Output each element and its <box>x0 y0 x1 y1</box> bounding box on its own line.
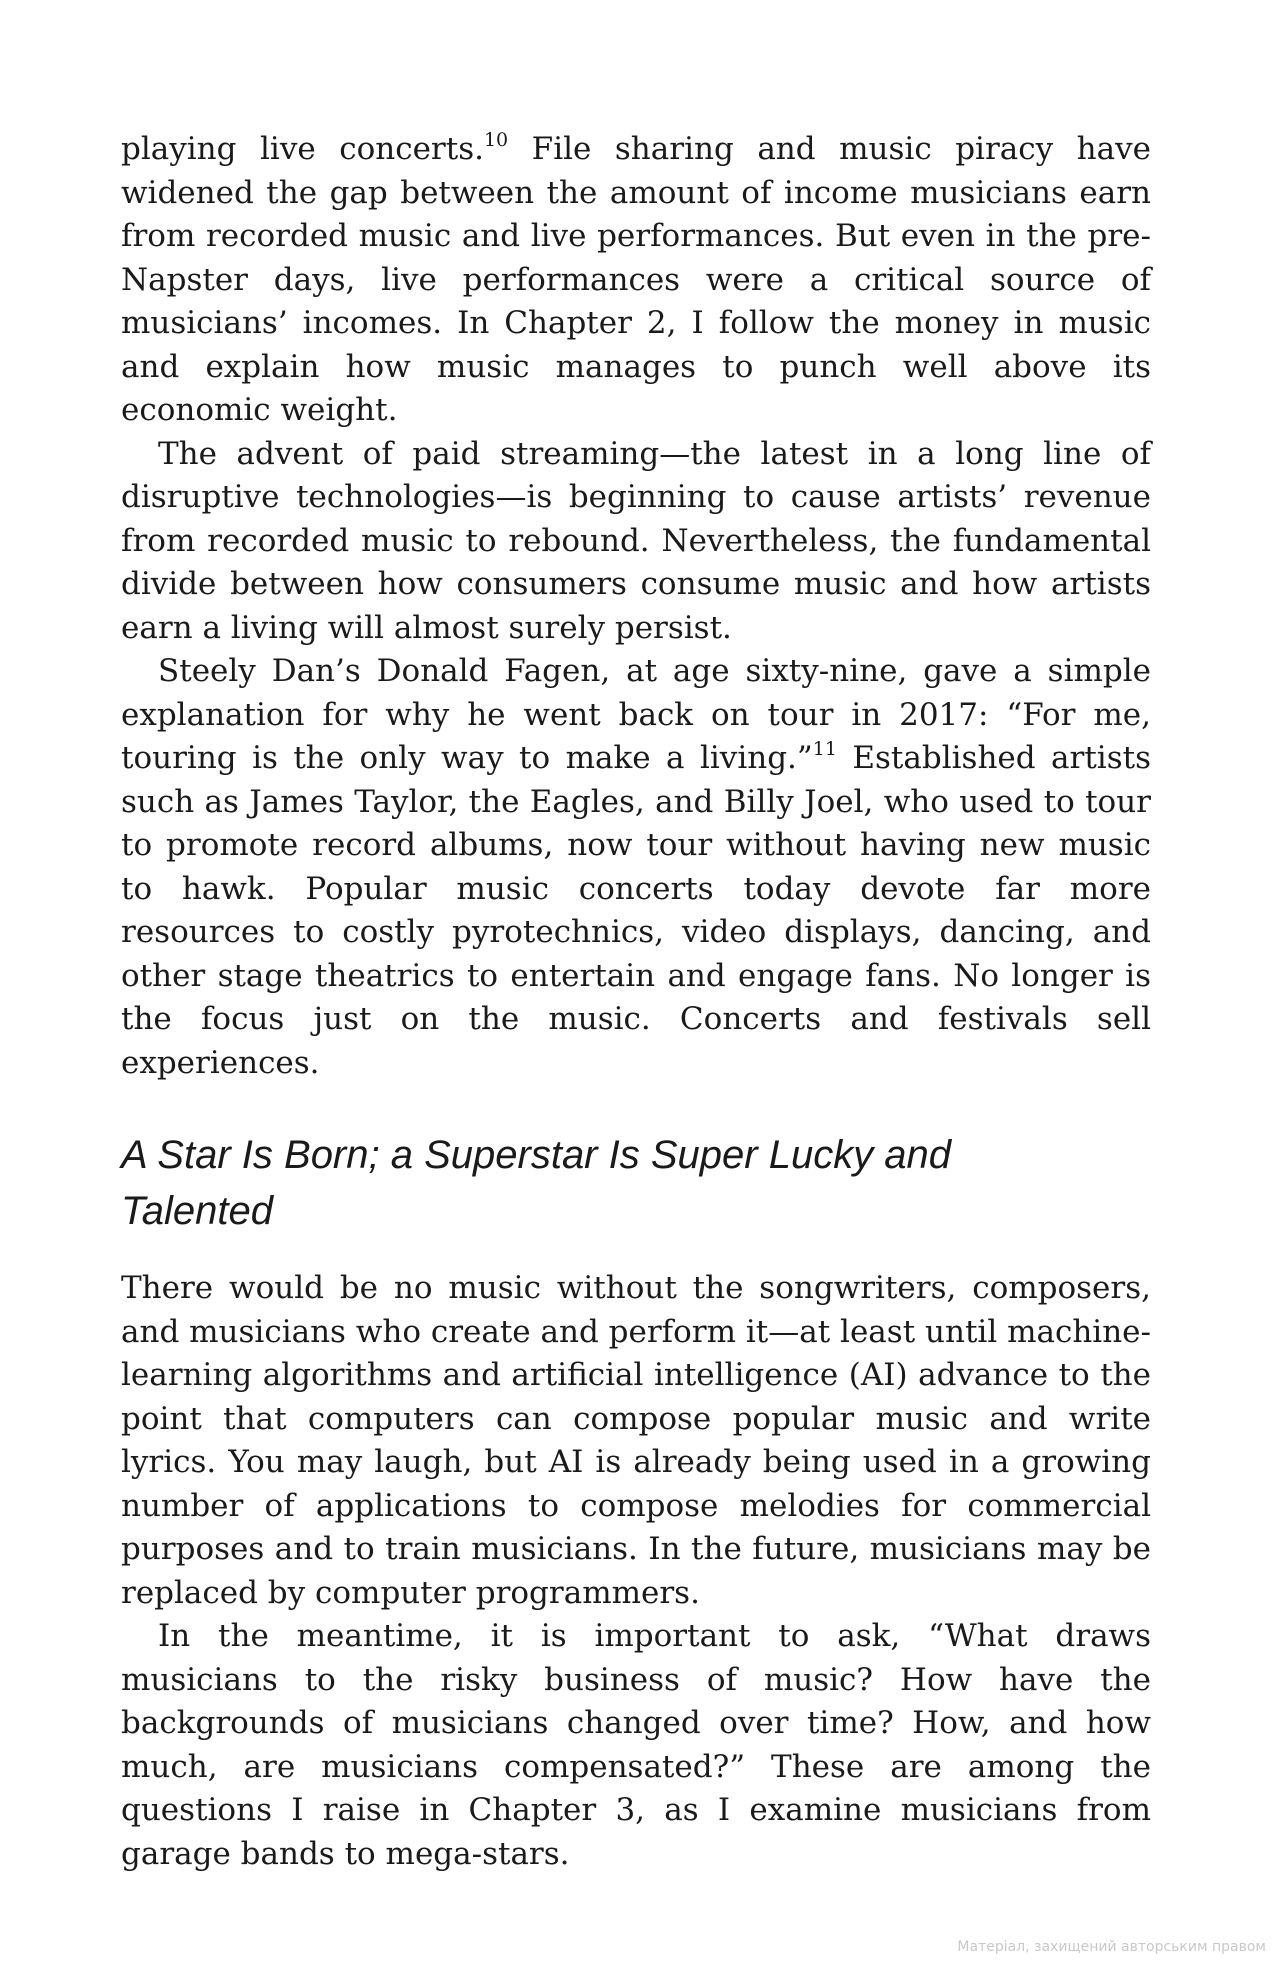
page-body <box>121 128 1151 1876</box>
paragraph-text: playing live concerts. <box>121 131 484 167</box>
section-heading: A Star Is Born; a Superstar Is Super Lucky and Talented <box>121 1133 952 1233</box>
paragraph-text: There would be no music without the songwriters, composers, and musicians who create and perform it—at least until machine-learning algorithms and artificial intelligence (AI) advance to the point that computers can compose popular music and write lyrics. You may laugh, but AI is already being used in a growing number of applications to compose melodies for commercial purposes and to train musicians. In the future, musicians may be replaced by computer programmers. <box>121 1270 1151 1611</box>
paragraph-meantime <box>121 1615 1151 1876</box>
footnote-marker-11[interactable]: 11 <box>812 738 837 760</box>
paragraph-steely-dan <box>121 650 1151 1085</box>
paragraph-text: File sharing and music piracy have widened the gap between the amount of income musicians earn from recorded music and live performances. But even in the pre-Napster days, live performances were a critical source of musicians’ incomes. In Chapter 2, I follow the money in music and explain how music manages to punch well above its economic weight. <box>121 131 1151 428</box>
paragraph-live-concerts <box>121 128 1151 433</box>
footnote-marker-10[interactable]: 10 <box>483 129 509 151</box>
paragraph-text: Established artists such as James Taylor, the Eagles, and Billy Joel, who used to tour to promote record albums, now tour without having new music to hawk. Popular music concerts today devote far more resources to costly pyrotechnics, video displays, dancing, and other stage theatrics to entertain and engage fans. No longer is the focus just on the music. Concerts and festivals sell experiences. <box>121 740 1151 1081</box>
paragraph-text: Steely Dan’s Donald Fagen, at age sixty-nine, gave a simple explanation for why he went back on tour in 2017: “For me, touring is the only way to make a living.” <box>121 653 1151 776</box>
paragraph-text: The advent of paid streaming—the latest in a long line of disruptive technologies—is beginning to cause artists’ revenue from recorded music to rebound. Nevertheless, the fundamental divide between how consumers consume music and how artists earn a living will almost surely persist. <box>121 435 1151 646</box>
paragraph-paid-streaming <box>121 433 1151 651</box>
copyright-watermark: Матеріал, захищений авторським правом <box>957 1939 1266 1955</box>
paragraph-no-music-without <box>121 1267 1151 1615</box>
paragraph-text: In the meantime, it is important to ask, “What draws musicians to the risky business of music? How have the backgrounds of musicians changed over time? How, and how much, are musicians compensated?” These are among the questions I raise in Chapter 3, as I examine musicians from garage bands to mega-stars. <box>121 1618 1151 1872</box>
